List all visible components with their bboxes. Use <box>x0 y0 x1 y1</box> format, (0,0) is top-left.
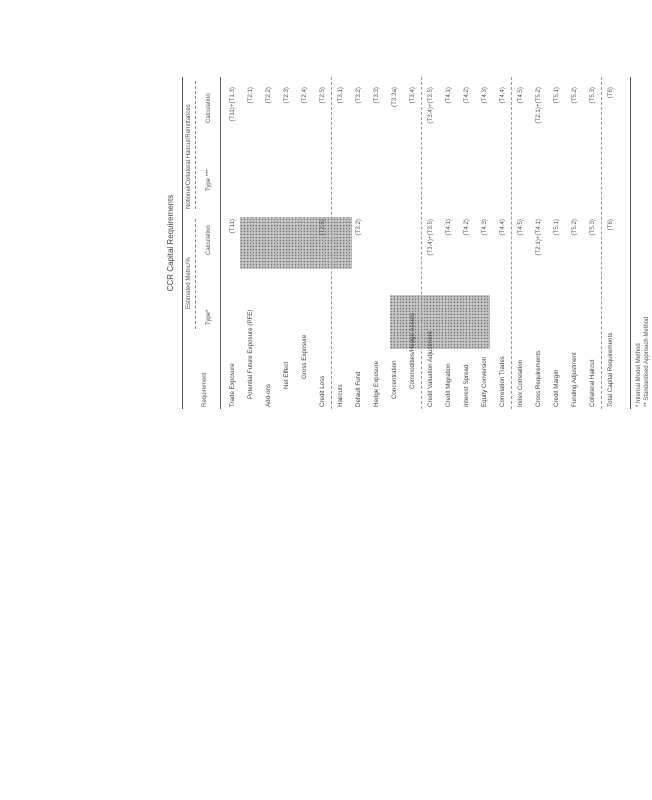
row-cell-c4: (T4.2) <box>463 87 470 104</box>
table-row <box>476 77 493 409</box>
row-cell-c2: (T5.2) <box>571 219 578 236</box>
row-label: Funding Adjustment <box>571 352 578 407</box>
top-rule <box>182 77 183 409</box>
row-label: Credit Loss <box>319 375 326 407</box>
header-group-estimated: Estimated Metric/% <box>186 257 192 309</box>
row-label: Potential Future Exposure (PFE) <box>247 309 254 399</box>
row-cell-c4: (T5.3) <box>589 87 596 104</box>
table-row <box>278 77 295 409</box>
row-cell-c4: (T11)+(T1.3) <box>229 87 236 122</box>
row-label: Cross Requirements <box>535 350 542 407</box>
row-cell-c4: (T3.1) <box>337 87 344 104</box>
row-cell-c4: (T3.3) <box>373 87 380 104</box>
row-cell-c4: (T4.4) <box>499 87 506 104</box>
row-cell-c4: (T2.5) <box>319 87 326 104</box>
table-row <box>368 77 385 409</box>
row-cell-c4: (T2.2) <box>265 87 272 104</box>
row-cell-c2: (T5.3) <box>589 219 596 236</box>
table-row <box>314 77 331 409</box>
row-label: Credit Valuation Adjustment <box>427 331 434 407</box>
table-row <box>296 77 313 409</box>
footnote-1: * Internal Model Method <box>636 343 642 407</box>
row-cell-c2: (T4.4) <box>499 219 506 236</box>
table-row <box>404 77 421 409</box>
footnote-2: ** Standardised Approach Method <box>644 316 650 407</box>
table-row <box>602 77 619 409</box>
bottom-rule <box>630 77 631 409</box>
row-cell-c2: (T4.5) <box>517 219 524 236</box>
table-row <box>224 77 241 409</box>
row-label: Correlation Trades <box>499 356 506 407</box>
row-label: Credit Margin <box>553 369 560 407</box>
row-label: Collateral Haircut <box>589 359 596 407</box>
table-row <box>386 77 403 409</box>
row-cell-c4: (T3.4) <box>409 87 416 104</box>
table-row <box>458 77 475 409</box>
header-rule <box>220 77 221 409</box>
table-row <box>494 77 511 409</box>
row-cell-c2: (T4.2) <box>463 219 470 236</box>
row-cell-c2: (T6) <box>607 219 614 231</box>
row-label: Interest Spread <box>463 364 470 407</box>
row-label: Index Correlation <box>517 359 524 407</box>
row-cell-c4: (T2.1) <box>247 87 254 104</box>
row-cell-c2: (T5.1) <box>553 219 560 236</box>
header-group-notional: Notional/Collateral Haircut/Remittances <box>186 104 192 209</box>
table-row <box>584 77 601 409</box>
row-label: Net Effect <box>283 361 290 389</box>
row-label: Trade Exposure <box>229 363 236 407</box>
row-cell-c4: (T4.5) <box>517 87 524 104</box>
row-label: Hedge Exposure <box>373 360 380 407</box>
row-cell-c4: (T2.1)+(T5.2) <box>535 87 542 124</box>
row-cell-c2: (T4.1) <box>445 219 452 236</box>
header-calc2: Calculation <box>206 93 212 123</box>
row-cell-c4: (T3.4)+(T3.5) <box>427 87 434 124</box>
row-cell-c2: (T11) <box>229 219 236 234</box>
row-label: Add-ons <box>265 383 272 407</box>
group1-rule <box>195 219 196 329</box>
table-row <box>350 77 367 409</box>
row-cell-c2: (T2.5) <box>319 219 326 236</box>
row-cell-c4: (T6) <box>607 87 614 99</box>
header-type2: Type *** <box>206 169 212 191</box>
group2-rule <box>195 81 196 209</box>
header-type1: Type* <box>206 309 212 325</box>
table-title: CCR Capital Requirements <box>166 194 175 292</box>
row-cell-c4: (T2.3) <box>283 87 290 104</box>
table-row <box>242 77 259 409</box>
row-label: Haircuts <box>337 384 344 407</box>
row-cell-c2: (T3.4)+(T3.5) <box>427 219 434 256</box>
table-row <box>260 77 277 409</box>
row-cell-c4: (T5.1) <box>553 87 560 104</box>
row-label: Equity Conversion <box>481 356 488 407</box>
header-requirement: Requirement <box>202 372 208 407</box>
row-label: Concentration <box>391 360 398 399</box>
header-calc1: Calculation <box>206 225 212 255</box>
row-cell-c2: (T4.3) <box>481 219 488 236</box>
table-row <box>548 77 565 409</box>
row-cell-c2: (T2.1)+(T4.1) <box>535 219 542 256</box>
table-row <box>512 77 529 409</box>
row-cell-c4: (T3.3a) <box>391 87 398 107</box>
row-cell-c4: (T3.2) <box>355 87 362 104</box>
row-label: Credit Migration <box>445 363 452 407</box>
rotated-table-block <box>162 77 652 409</box>
table-row <box>422 77 439 409</box>
row-label: Default Fund <box>355 371 362 407</box>
row-cell-c4: (T4.3) <box>481 87 488 104</box>
row-label: Commodities/Hedge Assets <box>409 312 416 389</box>
table-row <box>530 77 547 409</box>
table-row <box>566 77 583 409</box>
row-cell-c4: (T4.1) <box>445 87 452 104</box>
row-cell-c4: (T5.2) <box>571 87 578 104</box>
row-cell-c2: (T3.2) <box>355 219 362 236</box>
row-cell-c4: (T2.4) <box>301 87 308 104</box>
table-row <box>332 77 349 409</box>
row-label: Total Capital Requirements <box>607 332 614 407</box>
row-label: Gross Exposure <box>301 334 308 379</box>
table-row <box>440 77 457 409</box>
